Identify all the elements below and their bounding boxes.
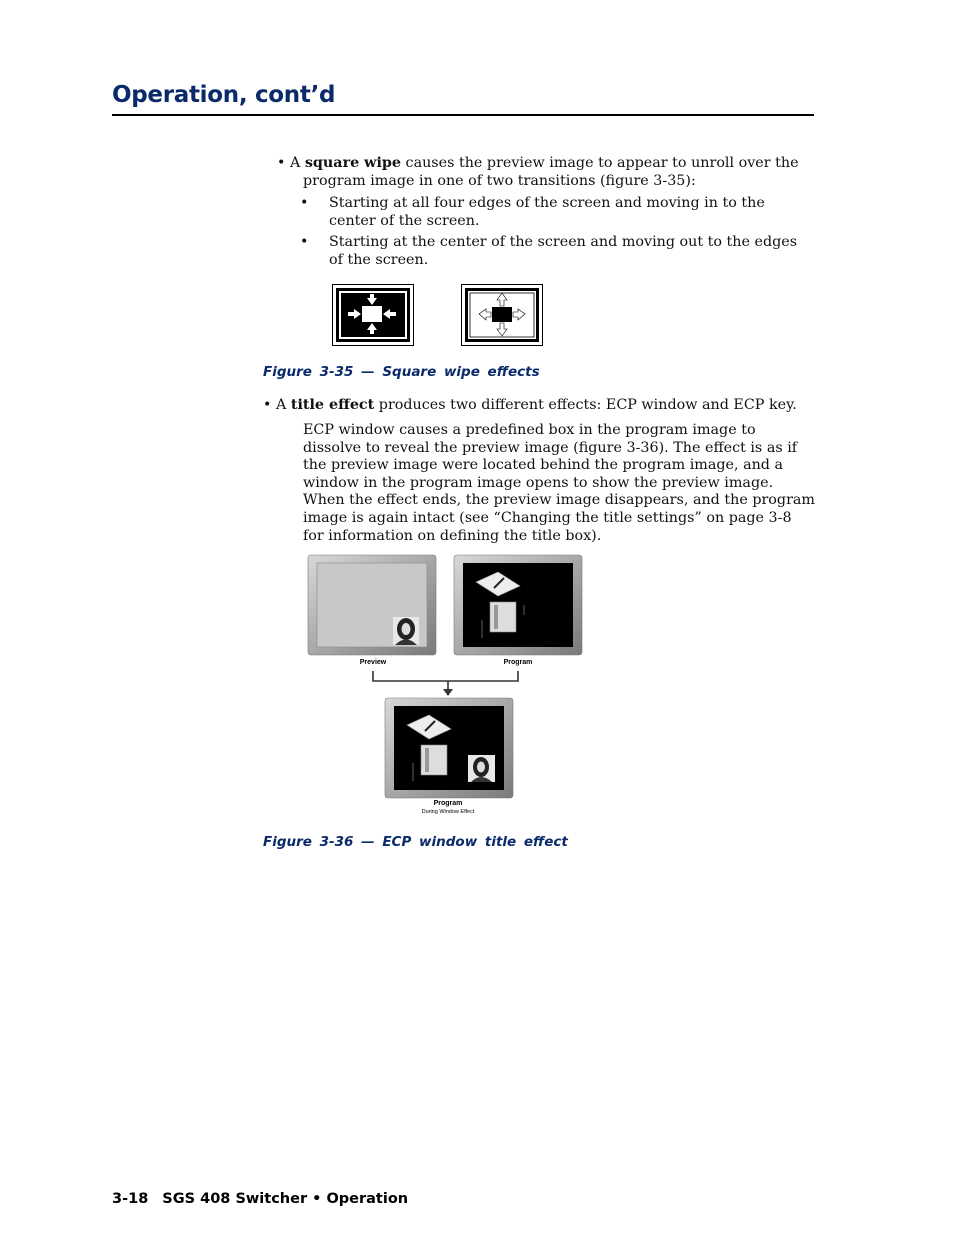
connector-line: [373, 671, 518, 681]
square-wipe-out-icon: [461, 284, 543, 346]
bullet-title-effect: • A title effect produces two different effects: ECP window and ECP key.: [263, 397, 797, 413]
sub-bullet-center-out: • Starting at the center of the screen and moving out to the edges of the screen.: [300, 234, 798, 268]
page-heading: Operation, cont’d: [112, 82, 336, 108]
figure-36-caption: Figure 3-36 — ECP window title effect: [263, 834, 568, 850]
figure-35-caption: Figure 3-35 — Square wipe effects: [263, 364, 540, 380]
down-arrow-icon: [443, 689, 453, 696]
page-footer: [112, 1191, 408, 1207]
window-portrait-icon: [468, 755, 495, 782]
portrait-icon: [393, 617, 419, 645]
heading-rule: [112, 114, 814, 116]
result-label: Program: [433, 800, 463, 807]
bullet-square-wipe-text: • A square wipe causes the preview image to appear to unroll over the program image in one of two transitions (figure 3-35):: [277, 155, 799, 189]
ecp-window-diagram: [300, 550, 600, 820]
preview-monitor: [308, 555, 436, 655]
result-monitor: [385, 698, 513, 798]
sub-bullet-edges-in: • Starting at all four edges of the screen and moving in to the center of the screen.: [300, 195, 765, 229]
term-title-effect: title effect: [290, 397, 375, 413]
document-title: SGS 408 Switcher • Operation: [162, 1191, 409, 1207]
ecp-window-paragraph: ECP window causes a predefined box in the program image to dissolve to reveal the preview image (figure 3-36). The effect is as if the preview image were located behind the program image, and a window in the program image opens to show the preview image. When the effect ends, the preview image disappears, and the program image is again intact (see “Changing the title settings” on page 3-8 for information on defining the title box).: [303, 422, 815, 544]
preview-label: Preview: [359, 659, 387, 666]
result-sub-label: During Window Effect: [421, 809, 475, 815]
term-square-wipe: square wipe: [304, 155, 402, 171]
program-label: Program: [503, 659, 533, 666]
square-wipe-in-icon: [332, 284, 414, 346]
bullet-square-wipe: [263, 155, 813, 190]
page-number: 3-18: [112, 1191, 149, 1207]
program-monitor: [454, 555, 582, 655]
